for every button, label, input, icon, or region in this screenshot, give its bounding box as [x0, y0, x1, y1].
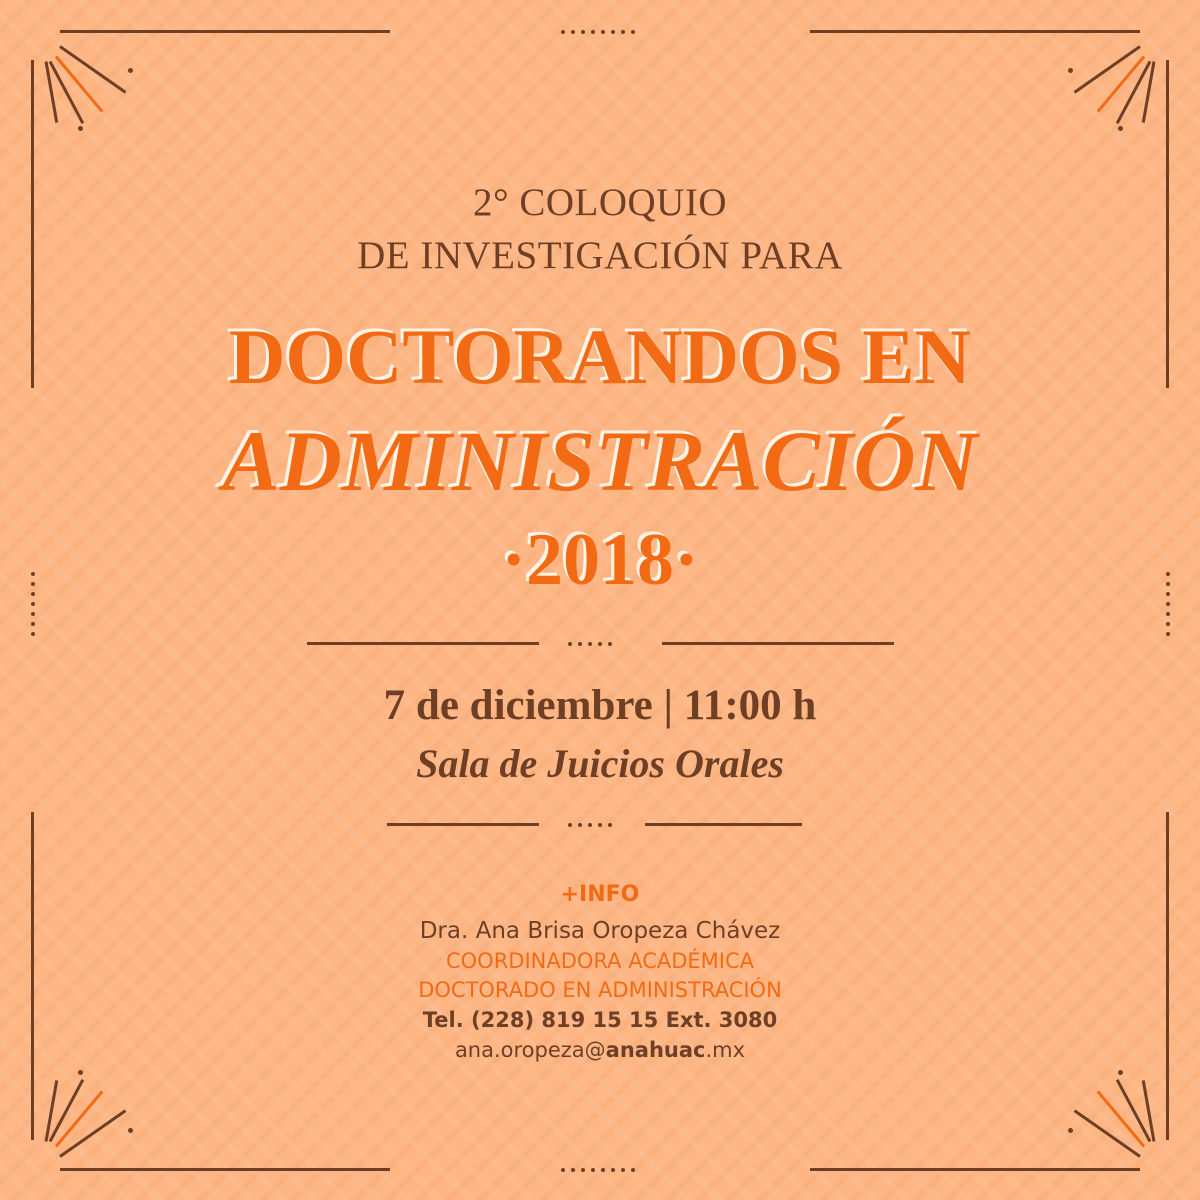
event-location: Sala de Juicios Orales [416, 741, 784, 786]
bottom-right-rule [810, 1168, 1140, 1171]
separator-2-right [645, 823, 802, 826]
contact-role-2: DOCTORADO EN ADMINISTRACIÓN [418, 978, 782, 1002]
top-left-rule [60, 30, 390, 33]
email-domain: anahuac [605, 1038, 706, 1062]
header-line-2: DE INVESTIGACIÓN PARA [357, 234, 843, 277]
separator-2-dots [568, 823, 612, 827]
left-bottom-rule [31, 812, 34, 1140]
separator-1-left [307, 642, 539, 645]
title-line-2: ADMINISTRACIÓN [222, 413, 978, 509]
top-dots [561, 30, 635, 34]
contact-email[interactable] [0, 1040, 1200, 1061]
email-tld: .mx [705, 1038, 746, 1062]
separator-1-dots [568, 642, 612, 646]
contact-name: Dra. Ana Brisa Oropeza Chávez [419, 918, 781, 944]
title-line-1: DOCTORANDOS EN [229, 313, 971, 400]
event-date-time: 7 de diciembre | 11:00 h [383, 682, 817, 729]
title-year: ·2018· [501, 519, 699, 601]
separator-2-left [387, 823, 539, 826]
contact-phone: Tel. (228) 819 15 15 Ext. 3080 [422, 1008, 778, 1032]
header-line-1: 2° COLOQUIO [473, 181, 727, 224]
contact-role-1: COORDINADORA ACADÉMICA [445, 949, 755, 973]
email-user: ana.oropeza@ [454, 1038, 606, 1062]
separator-1-right [662, 642, 894, 645]
bottom-left-rule [60, 1168, 390, 1171]
right-bottom-rule [1166, 812, 1169, 1140]
bottom-dots [561, 1168, 635, 1172]
info-label: +INFO [560, 882, 640, 907]
top-right-rule [810, 30, 1140, 33]
